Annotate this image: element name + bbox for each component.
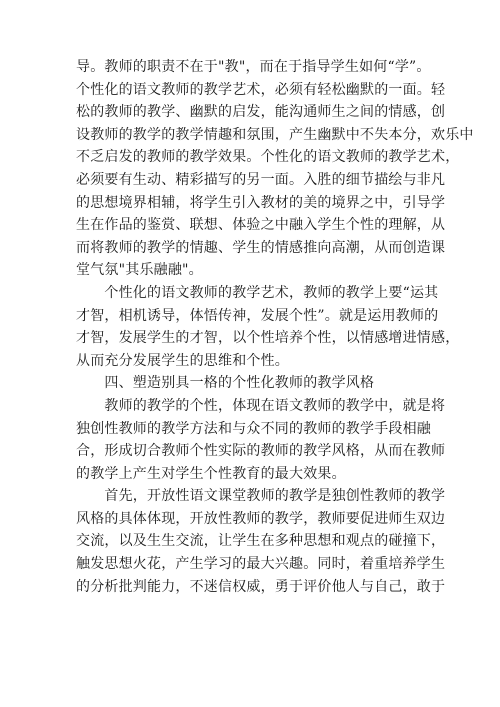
text-line: 导。教师的职责不在于"教"，而在于指导学生如何“学”。 [76,59,431,75]
text-line: 的思想境界相辅，将学生引入教材的美的境界之中，引导学 [76,194,446,211]
text-line: 设教师的教学的教学情趣和氛围，产生幽默中不失本分，欢乐中 [76,126,474,143]
paragraph-4 [76,485,446,598]
text-line: 才智，发展学生的才智，以个性培养个性，以情感增进情感， [76,330,460,347]
text-line: 松的教师的教学、幽默的启发，能沟通师生之间的情感，创 [76,104,446,121]
text-line: 才智，相机诱导，体悟传神，发展个性”。就是运用教师的 [76,307,439,324]
text-line: 首先，开放性语文课堂教师的教学是独创性教师的教学 [76,488,446,505]
text-line: 独创性教师的教学方法和与众不同的教师的教学手段相融 [76,420,431,437]
text-line: 而将教师的教学的情趣、学生的情感推向高潮，从而创造课 [76,239,446,256]
text-line: 不乏启发的教师的教学效果。个性化的语文教师的教学艺术， [76,149,460,166]
document-body [76,56,474,598]
text-line: 生在作品的鉴赏、联想、体验之中融入学生个性的理解，从 [76,217,446,234]
paragraph-1 [76,56,474,282]
text-line: 个性化的语文教师的教学艺术，必须有轻松幽默的一面。轻 [76,81,446,98]
text-line: 的分析批判能力，不迷信权威，勇于评价他人与自己，敢于 [76,578,446,595]
section-heading [76,372,432,395]
paragraph-2 [76,282,460,372]
paragraph-3 [76,395,446,485]
text-line: 合，形成切合教师个性实际的教师的教学风格，从而在教师 [76,443,446,460]
heading-line: 四、塑造别具一格的个性化教师的教学风格 [76,375,375,392]
text-line: 的教学上产生对学生个性教育的最大效果。 [76,465,346,482]
text-line: 从而充分发展学生的思维和个性。 [76,352,289,369]
text-line: 个性化的语文教师的教学艺术，教师的教学上要“运其 [76,284,439,301]
text-line: 风格的具体体现，开放性教师的教学，教师要促进师生双边 [76,510,446,527]
text-line: 交流，以及生生交流，让学生在多种思想和观点的碰撞下， [76,533,446,550]
text-line: 堂气氛"其乐融融"。 [76,262,203,279]
text-line: 触发思想火花，产生学习的最大兴趣。同时，着重培养学生 [76,556,446,573]
text-line: 教师的教学的个性，体现在语文教师的教学中，就是将 [76,397,446,414]
text-line: 必须要有生动、精彩描写的另一面。入胜的细节描绘与非凡 [76,171,446,188]
